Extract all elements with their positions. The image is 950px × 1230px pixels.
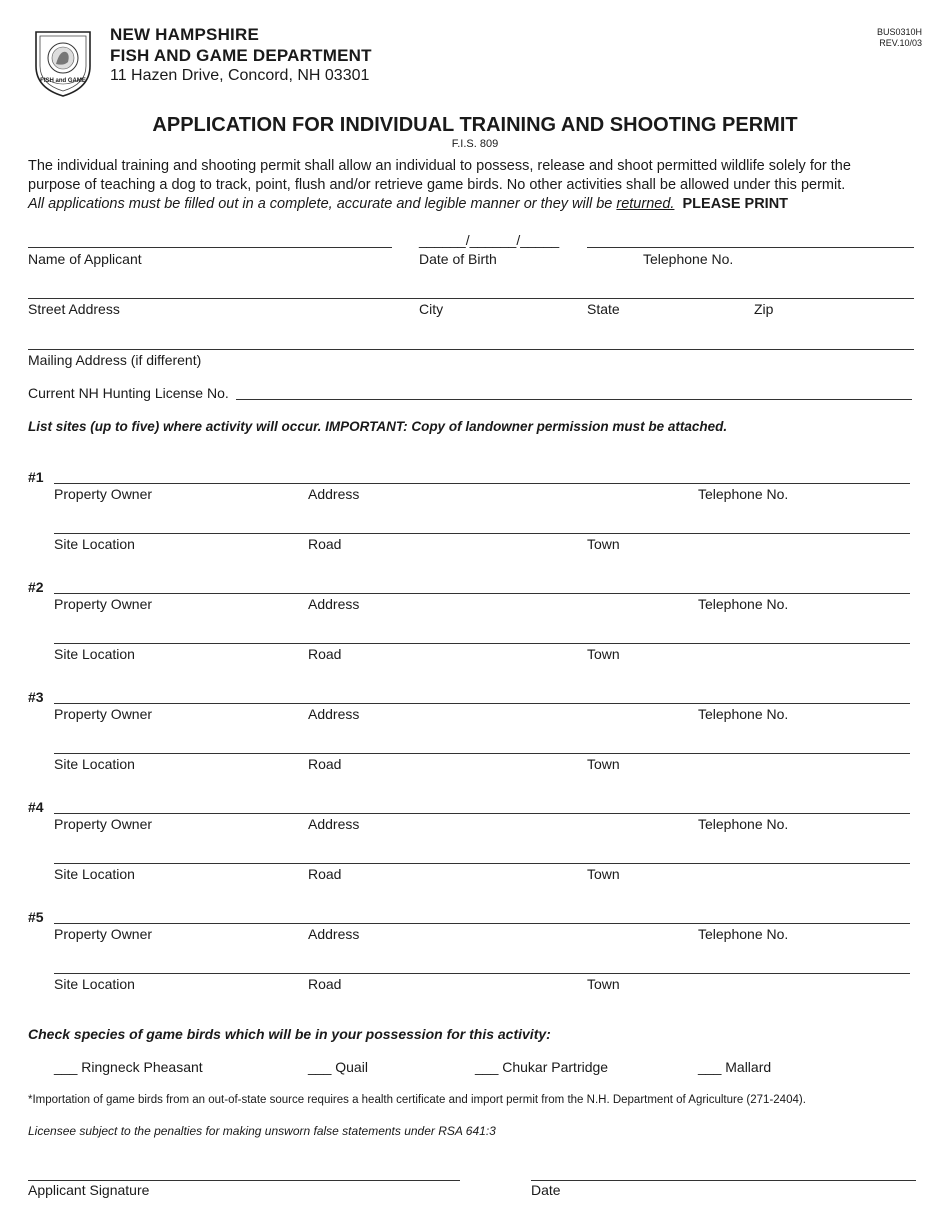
site-location-input-line[interactable] — [54, 643, 910, 644]
form-revision: REV.10/03 — [879, 38, 922, 48]
road-label: Road — [308, 756, 342, 772]
intro-warning: All applications must be filled out in a complete, accurate and legible manner or they will be — [28, 196, 617, 212]
site-location-input-line[interactable] — [54, 863, 910, 864]
site-location-input-line[interactable] — [54, 753, 910, 754]
phone-input-line[interactable] — [587, 247, 914, 248]
import-note: *Importation of game birds from an out-of-state source requires a health certificate and import permit from the N.H. Department of Agriculture (271-2404). — [28, 1094, 806, 1106]
site-location-label: Site Location — [54, 866, 135, 882]
name-input-line[interactable] — [28, 247, 392, 248]
site-number: #5 — [28, 909, 44, 925]
species-ringneck-pheasant[interactable]: ___ Ringneck Pheasant — [54, 1059, 203, 1075]
street-address-label: Street Address — [28, 301, 120, 317]
property-owner-label: Property Owner — [54, 486, 153, 502]
town-label: Town — [587, 976, 620, 992]
hunting-license-label: Current NH Hunting License No. — [28, 385, 229, 401]
street-address-input-line[interactable] — [28, 298, 914, 299]
site-number: #4 — [28, 799, 44, 815]
intro-returned: returned. — [616, 196, 675, 212]
town-label: Town — [587, 866, 620, 882]
road-label: Road — [308, 536, 342, 552]
state-label: State — [587, 301, 620, 317]
sites-instruction: List sites (up to five) where activity will occur. IMPORTANT: Copy of landowner permission must be attached. — [28, 419, 728, 434]
intro-line-3 — [28, 196, 788, 212]
species-quail[interactable]: ___ Quail — [308, 1059, 368, 1075]
address-label: Address — [308, 926, 360, 942]
please-print: PLEASE PRINT — [682, 196, 789, 212]
city-label: City — [419, 301, 444, 317]
page-title: APPLICATION FOR INDIVIDUAL TRAINING AND SHOOTING PERMIT — [152, 114, 798, 136]
penalty-note: Licensee subject to the penalties for making unsworn false statements under RSA 641:3 — [28, 1124, 496, 1138]
telephone-label: Telephone No. — [698, 486, 789, 502]
property-owner-input-line[interactable] — [54, 813, 910, 814]
dob-label: Date of Birth — [419, 251, 497, 267]
agency-address: 11 Hazen Drive, Concord, NH 03301 — [110, 67, 370, 84]
signature-input-line[interactable] — [28, 1180, 460, 1181]
site-number: #1 — [28, 469, 44, 485]
site-location-label: Site Location — [54, 976, 135, 992]
telephone-label: Telephone No. — [698, 706, 789, 722]
address-label: Address — [308, 486, 360, 502]
property-owner-label: Property Owner — [54, 816, 153, 832]
species-instruction: Check species of game birds which will be in your possession for this activity: — [28, 1026, 551, 1042]
logo-text: FISH and GAME — [40, 78, 86, 84]
intro-line-1: The individual training and shooting permit shall allow an individual to possess, release and shoot permitted wildlife solely for the — [28, 158, 851, 174]
road-label: Road — [308, 866, 342, 882]
telephone-label: Telephone No. — [698, 596, 789, 612]
form-code: BUS0310H — [876, 27, 922, 37]
site-location-label: Site Location — [54, 536, 135, 552]
site-number: #3 — [28, 689, 44, 705]
property-owner-input-line[interactable] — [54, 923, 910, 924]
form-number: F.I.S. 809 — [451, 138, 499, 150]
property-owner-label: Property Owner — [54, 706, 153, 722]
town-label: Town — [587, 646, 620, 662]
property-owner-input-line[interactable] — [54, 703, 910, 704]
site-location-input-line[interactable] — [54, 973, 910, 974]
phone-label: Telephone No. — [643, 251, 734, 267]
hunting-license-input-line[interactable] — [236, 399, 912, 400]
date-input-line[interactable] — [531, 1180, 916, 1181]
department-logo — [30, 26, 96, 98]
town-label: Town — [587, 536, 620, 552]
signature-label: Applicant Signature — [28, 1182, 150, 1198]
date-label: Date — [531, 1182, 561, 1198]
address-label: Address — [308, 816, 360, 832]
shield-logo-icon — [30, 26, 96, 98]
property-owner-input-line[interactable] — [54, 593, 910, 594]
site-location-input-line[interactable] — [54, 533, 910, 534]
mailing-address-label: Mailing Address (if different) — [28, 352, 202, 368]
species-mallard[interactable]: ___ Mallard — [698, 1059, 772, 1075]
species-chukar-partridge[interactable]: ___ Chukar Partridge — [475, 1059, 609, 1075]
intro-line-2: purpose of teaching a dog to track, point, flush and/or retrieve game birds. No other activities shall be allowed under this permit. — [28, 177, 846, 193]
zip-label: Zip — [754, 301, 774, 317]
agency-name-line1: NEW HAMPSHIRE — [110, 25, 259, 44]
address-label: Address — [308, 706, 360, 722]
road-label: Road — [308, 646, 342, 662]
site-number: #2 — [28, 579, 44, 595]
property-owner-input-line[interactable] — [54, 483, 910, 484]
address-label: Address — [308, 596, 360, 612]
agency-name-line2: FISH AND GAME DEPARTMENT — [110, 46, 372, 65]
telephone-label: Telephone No. — [698, 816, 789, 832]
property-owner-label: Property Owner — [54, 596, 153, 612]
telephone-label: Telephone No. — [698, 926, 789, 942]
property-owner-label: Property Owner — [54, 926, 153, 942]
dob-input-blank[interactable]: ______/______/_____ — [419, 232, 560, 248]
site-location-label: Site Location — [54, 756, 135, 772]
site-location-label: Site Location — [54, 646, 135, 662]
name-label: Name of Applicant — [28, 251, 142, 267]
mailing-address-input-line[interactable] — [28, 349, 914, 350]
town-label: Town — [587, 756, 620, 772]
road-label: Road — [308, 976, 342, 992]
